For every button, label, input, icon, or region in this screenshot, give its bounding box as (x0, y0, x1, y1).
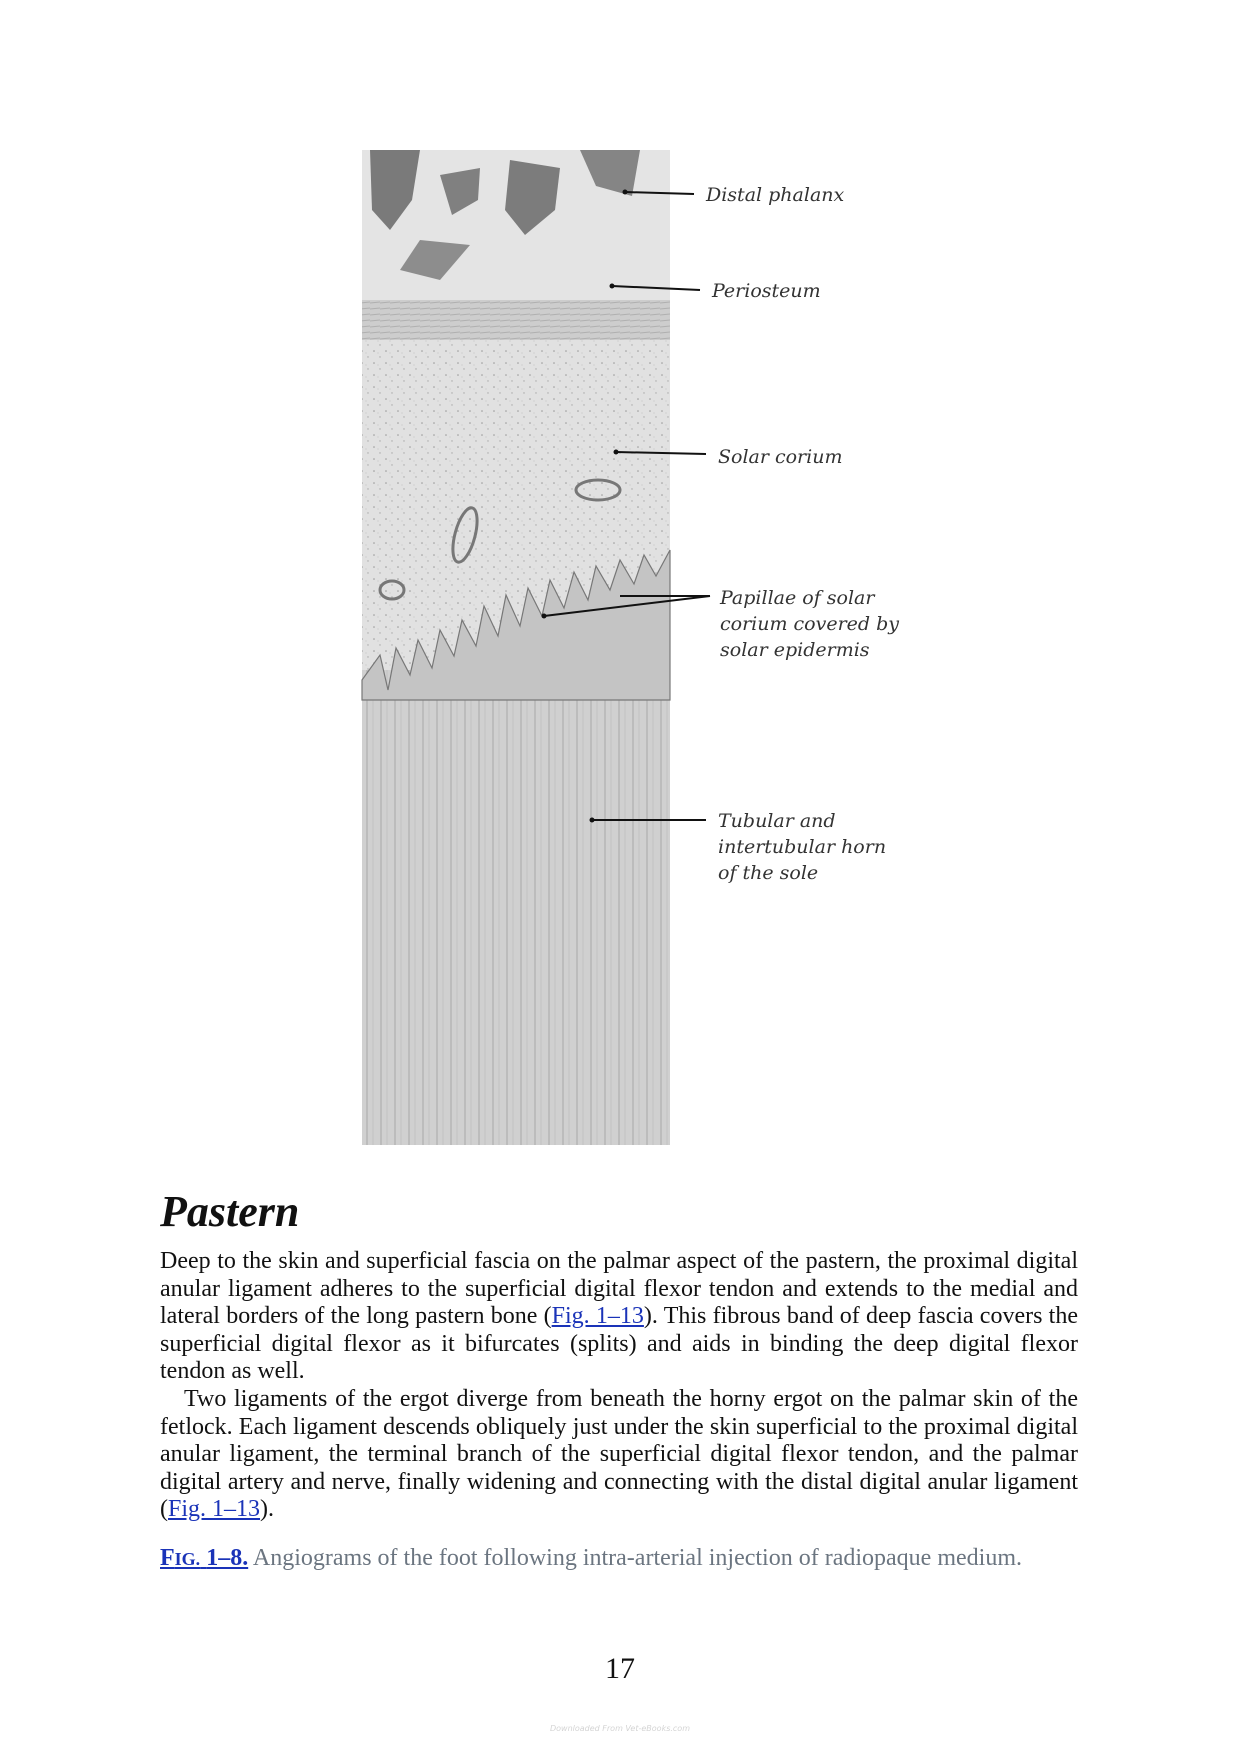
page-number: 17 (605, 1652, 635, 1685)
watermark: Downloaded From Vet-eBooks.com (549, 1724, 690, 1733)
paragraph-2-text-a: Two ligaments of the ergot diverge from beneath the horny ergot on the palmar skin of the fetlock. Each ligament descends obliquely just under the skin superficial to the proximal digital anular ligament, the terminal branch of the superficial digital flexor tendon, and the palmar digital artery and nerve, finally widening and connecting with the distal digital anular ligament ( (160, 1385, 1078, 1523)
paragraph-1 (160, 1248, 1078, 1386)
paragraph-1-text-b: ). This fibrous band of deep fascia covers the superficial digital flexor as it bifurcates (splits) and aids in binding the deep digital flexor tendon as well. (160, 1303, 1079, 1385)
paragraph-2-text-b: ). (260, 1496, 275, 1523)
fig-label-number: 1–8. (206, 1545, 249, 1571)
fig-1-8-link[interactable] (160, 1545, 248, 1571)
paragraph-2 (160, 1386, 1078, 1524)
fig-1-13-link-2[interactable]: Fig. 1–13 (168, 1496, 261, 1523)
label-tubular-horn: Tubular and intertubular horn of the sole (718, 810, 887, 884)
label-periosteum: Periosteum (712, 280, 821, 302)
section-heading: Pastern (160, 1187, 300, 1236)
fig-label-rest: IG. (174, 1549, 201, 1569)
fig-1-13-link[interactable]: Fig. 1–13 (551, 1303, 644, 1330)
label-papillae: Papillae of solar corium covered by solar epidermis (720, 587, 900, 661)
figure-caption (160, 1544, 1120, 1573)
paragraph-1-text-a: Deep to the skin and superficial fascia on the palmar aspect of the pastern, the proximal digital anular ligament adheres to the superficial digital flexor tendon and extends to the medial and lateral borders of the long pastern bone ( (160, 1248, 1078, 1330)
label-solar-corium: Solar corium (718, 446, 843, 468)
fig-label-first: F (160, 1545, 175, 1571)
body-text (160, 1248, 1078, 1524)
caption-text: Angiograms of the foot following intra-arterial injection of radiopaque medium. (252, 1545, 1022, 1571)
label-distal-phalanx: Distal phalanx (706, 184, 845, 206)
